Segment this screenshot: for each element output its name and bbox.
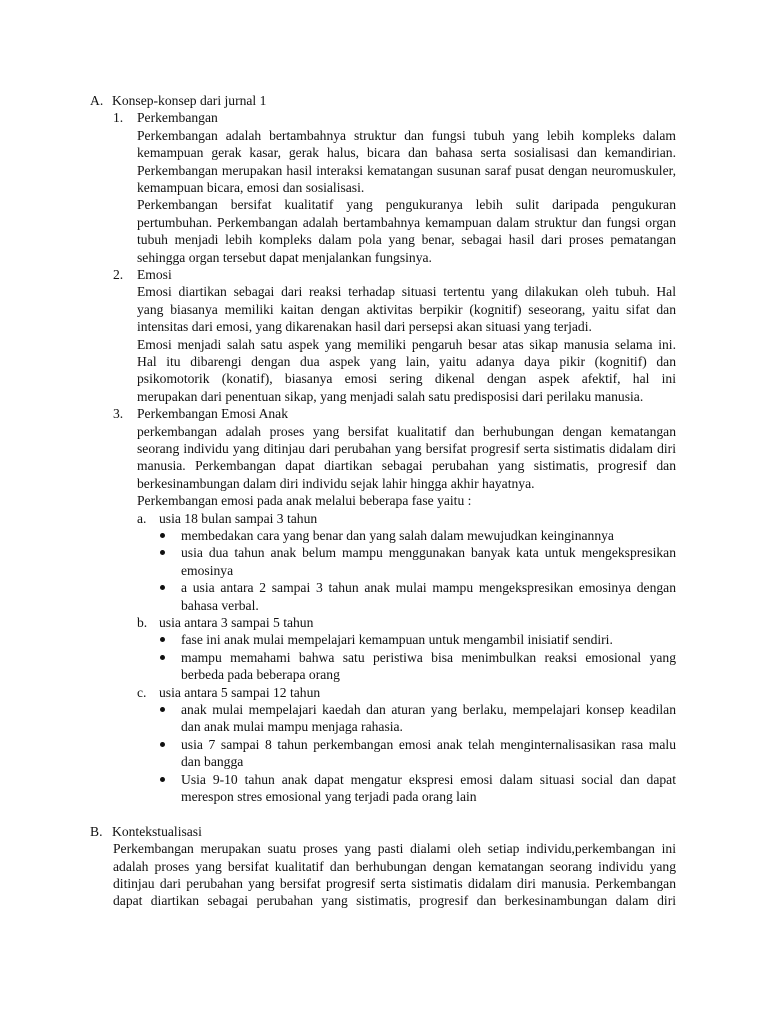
- body-line: Perkembangan emosi pada anak melalui beberapa fase yaitu :: [137, 493, 472, 509]
- body-line: manusia. Perkembangan dapat diartikan sebagai perubahan yang sistimatis, progresif dan: [137, 458, 676, 474]
- bullet-line: membedakan cara yang benar dan yang salah dalam mewujudkan keinginannya: [181, 528, 614, 543]
- body-line: sehingga organ tersebut dapat menjalankan fungsinya.: [137, 249, 432, 265]
- bullet-line: dan bangga: [181, 754, 244, 770]
- bullet-line: bahasa verbal.: [181, 597, 259, 613]
- body-line: Emosi diartikan sebagai dari reaksi terhadap situasi tertentu yang dilakukan oleh tubuh. Hal: [137, 284, 676, 300]
- body-line: ditinjau dari perubahan yang bersifat progresif serta sistimatis didalam diri manusia. Perkembangan: [113, 876, 676, 891]
- body-line: Perkembangan merupakan suatu proses yang pasti dialami oleh setiap individu,perkembangan ini: [113, 841, 676, 857]
- bullet-line: usia 7 sampai 8 tahun perkembangan emosi anak telah menginternalisasikan rasa malu: [181, 736, 676, 752]
- bullet-line: Usia 9-10 tahun anak dapat mengatur ekspresi emosi dalam situasi social dan dapat: [181, 771, 676, 787]
- bullet-line: mampu memahami bahwa satu peristiwa bisa menimbulkan reaksi emosional yang: [181, 649, 676, 665]
- phase-title: usia 18 bulan sampai 3 tahun: [159, 510, 318, 526]
- bullet-dot: [160, 777, 165, 782]
- item-number: 1.: [113, 110, 124, 126]
- bullet-dot: [160, 585, 165, 590]
- phase-letter: a.: [137, 510, 147, 526]
- item-number: 3.: [113, 406, 124, 422]
- body-line: yang biasanya memiliki kaitan dengan aktivitas berpikir (kognitif) seseorang, yaitu sifat dan: [137, 301, 676, 317]
- body-line: Hal itu dibarengi dengan dua aspek yang lain, yaitu adanya daya pikir (kognitif) dan: [137, 354, 676, 369]
- body-line: tubuh menjadi lebih kompleks dalam pola yang benar, sebagai hasil dari proses pematangan: [137, 232, 676, 248]
- phase-letter: c.: [137, 684, 147, 700]
- bullet-dot: [160, 550, 165, 555]
- bullet-line: merespon stres emosional yang terjadi pada orang lain: [181, 789, 477, 804]
- body-line: merupakan dari penentuan sikap, yang menjadi salah satu predisposisi dari perilaku manusia.: [137, 388, 644, 404]
- bullet-line: dan anak mulai mampu menjaga rahasia.: [181, 719, 403, 735]
- body-line: perkembangan adalah proses yang bersifat kualitatif dan berhubungan dengan kematangan: [137, 423, 676, 439]
- body-line: kemampuan gerak kasar, gerak halus, bicara dan bahasa serta sosialisasi dan kemandirian.: [137, 145, 676, 161]
- body-line: Emosi menjadi salah satu aspek yang memiliki pengaruh besar atas sikap manusia selama ini.: [137, 336, 676, 352]
- body-line: berkesinambungan dalam diri individu sejak lahir hingga akhir hayatnya.: [137, 475, 535, 491]
- bullet-line: usia dua tahun anak belum mampu menggunakan banyak kata untuk mengekspresikan: [181, 545, 676, 561]
- phase-title: usia antara 5 sampai 12 tahun: [159, 684, 321, 700]
- body-line: Perkembangan bersifat kualitatif yang pengukuranya lebih sulit daripada pengukuran: [137, 197, 676, 213]
- section-b-title: Kontekstualisasi: [112, 823, 202, 839]
- bullet-dot: [160, 707, 165, 712]
- body-line: Perkembangan adalah bertambahnya struktur dan fungsi tubuh yang lebih kompleks dalam: [137, 127, 676, 143]
- item-title: Perkembangan: [137, 110, 218, 126]
- section-a-title: Konsep-konsep dari jurnal 1: [112, 93, 267, 108]
- phase-title: usia antara 3 sampai 5 tahun: [159, 615, 314, 630]
- body-line: intensitas dari emosi, yang dikarenakan hasil dari persepsi akan situasi yang terjadi.: [137, 319, 592, 335]
- section-b-label: B.: [90, 823, 103, 839]
- bullet-dot: [160, 655, 165, 660]
- bullet-line: a usia antara 2 sampai 3 tahun anak mulai mampu mengekspresikan emosinya dengan: [181, 580, 676, 596]
- section-a-label: A.: [90, 93, 104, 108]
- item-title: Emosi: [137, 267, 172, 282]
- body-line: psikomotorik (konatif), biasanya emosi sering dikenal dengan aspek afektif, hal ini: [137, 371, 676, 387]
- bullet-line: emosinya: [181, 562, 234, 578]
- item-number: 2.: [113, 267, 124, 282]
- body-line: dapat diartikan sebagai perubahan yang sistimatis, progresif dan berkesinambungan dalam diri: [113, 893, 676, 909]
- body-line: seorang individu yang ditinjau dari perubahan yang bersifat progresif serta sistimatis didalam diri: [137, 441, 676, 456]
- bullet-line: berbeda pada beberapa orang: [181, 667, 340, 683]
- body-line: Perkembangan merupakan hasil interaksi kematangan susunan saraf pusat dengan neuromuskuler,: [137, 162, 676, 178]
- phase-letter: b.: [137, 615, 148, 630]
- body-line: adalah proses yang bersifat kualitatif dan berhubungan dengan kematangan seorang individu yang: [113, 858, 676, 874]
- bullet-line: anak mulai mempelajari kaedah dan aturan yang berlaku, mempelajari konsep keadilan: [181, 702, 676, 717]
- item-title: Perkembangan Emosi Anak: [137, 406, 289, 422]
- body-line: pertumbuhan. Perkembangan adalah bertambahnya kemampuan dalam struktur dan fungsi organ: [137, 214, 676, 230]
- bullet-dot: [160, 742, 165, 747]
- body-line: kemampuan bicara, emosi dan sosialisasi.: [137, 180, 365, 195]
- bullet-line: fase ini anak mulai mempelajari kemampuan untuk mengambil inisiatif sendiri.: [181, 632, 613, 648]
- bullet-dot: [160, 533, 165, 538]
- bullet-dot: [160, 637, 165, 642]
